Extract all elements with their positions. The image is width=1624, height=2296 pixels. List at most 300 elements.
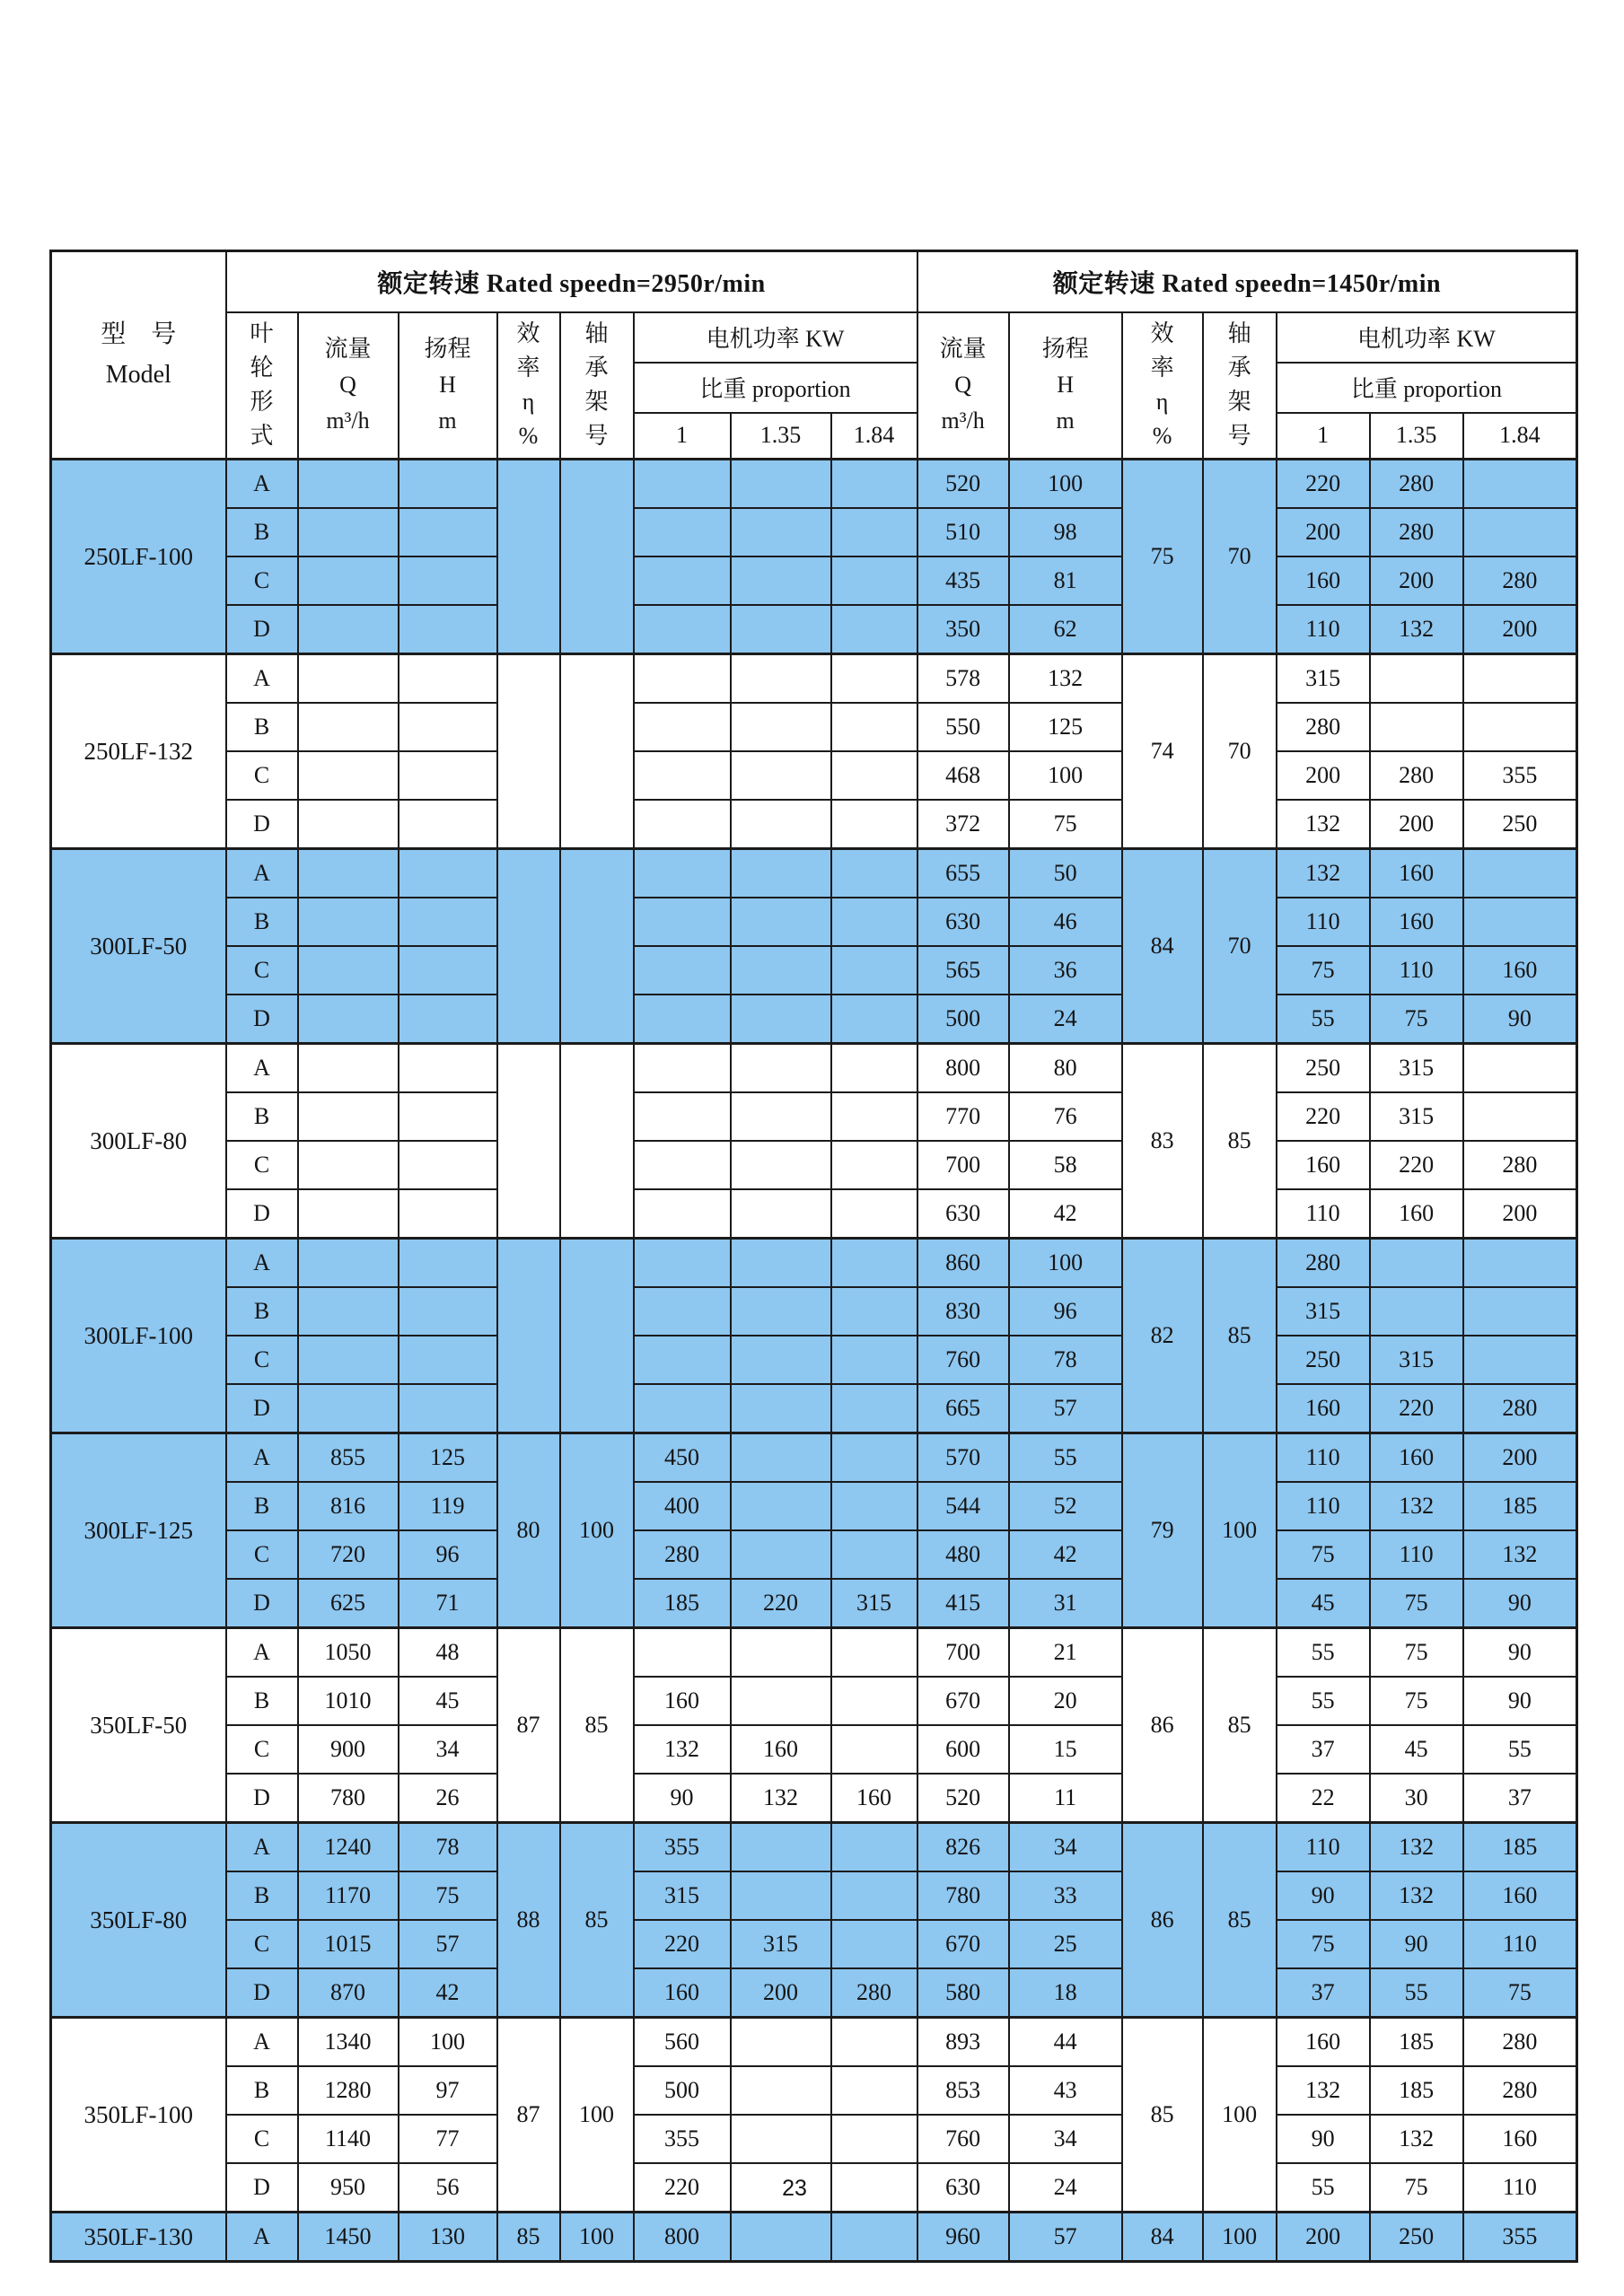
head-2950-cell: 100 <box>399 2018 497 2067</box>
efficiency-1450-cell: 83 <box>1122 1044 1203 1239</box>
kw-135-2950-cell <box>731 2115 831 2163</box>
kw-1-2950-cell: 280 <box>634 1530 731 1579</box>
head-2950-cell <box>399 898 497 946</box>
kw-135-1450-cell: 90 <box>1370 1920 1463 1968</box>
flow-1450-cell: 630 <box>917 1189 1009 1239</box>
head-1450-cell: 20 <box>1009 1677 1122 1725</box>
kw-184-2950-cell <box>831 703 917 751</box>
kw-1-1450-cell: 160 <box>1277 1384 1370 1433</box>
flow-2950-cell <box>298 703 399 751</box>
kw-184-1450-cell: 55 <box>1463 1725 1577 1774</box>
table-row <box>51 995 1577 1044</box>
impeller-cell: B <box>226 1287 298 1336</box>
kw-135-1450-cell: 200 <box>1370 800 1463 849</box>
kw-184-2950-cell <box>831 508 917 556</box>
kw-184-2950-cell <box>831 995 917 1044</box>
kw-184-1450-cell: 132 <box>1463 1530 1577 1579</box>
kw-135-1450-cell <box>1370 1239 1463 1288</box>
kw-135-1450-cell: 200 <box>1370 556 1463 605</box>
kw-1-1450-cell: 110 <box>1277 1823 1370 1872</box>
efficiency-2950-cell: 87 <box>497 1628 560 1823</box>
kw-1-2950-cell <box>634 654 731 704</box>
kw-1-2950-cell <box>634 1287 731 1336</box>
bearing-1450-cell: 100 <box>1203 1433 1277 1628</box>
kw-135-1450-cell: 280 <box>1370 508 1463 556</box>
table-body <box>51 460 1577 2262</box>
kw-184-2950-cell <box>831 1336 917 1384</box>
head-2950-cell <box>399 946 497 995</box>
kw-135-1450-cell <box>1370 703 1463 751</box>
kw-135-1450-cell: 280 <box>1370 460 1463 509</box>
kw-1-2950-cell: 560 <box>634 2018 731 2067</box>
head-2950-cell: 77 <box>399 2115 497 2163</box>
head-1450-cell: 42 <box>1009 1530 1122 1579</box>
flow-1450-cell: 630 <box>917 898 1009 946</box>
head-column-header-1450: 扬程 H m <box>1009 312 1122 460</box>
kw-1-1450-cell: 110 <box>1277 1482 1370 1530</box>
flow-2950-cell <box>298 460 399 509</box>
kw-135-1450-cell <box>1370 1287 1463 1336</box>
kw-135-1450-cell: 185 <box>1370 2018 1463 2067</box>
kw-1-2950-cell <box>634 703 731 751</box>
impeller-cell: C <box>226 1920 298 1968</box>
bearing-2950-cell: 100 <box>560 1433 634 1628</box>
table-row <box>51 1823 1577 1872</box>
kw-184-2950-cell <box>831 1141 917 1189</box>
flow-1450-cell: 544 <box>917 1482 1009 1530</box>
impeller-cell: A <box>226 654 298 704</box>
bearing-1450-cell: 70 <box>1203 849 1277 1044</box>
kw-1-2950-cell: 90 <box>634 1774 731 1823</box>
kw-184-1450-cell: 355 <box>1463 751 1577 800</box>
flow-1450-cell: 600 <box>917 1725 1009 1774</box>
kw-135-1450-cell: 110 <box>1370 1530 1463 1579</box>
kw-184-1450-cell: 90 <box>1463 1628 1577 1678</box>
kw-1-1450-cell: 90 <box>1277 2115 1370 2163</box>
flow-1450-cell: 500 <box>917 995 1009 1044</box>
head-2950-cell <box>399 1336 497 1384</box>
kw-135-2950-cell <box>731 654 831 704</box>
kw-184-1450-cell <box>1463 654 1577 704</box>
model-cell: 350LF-50 <box>51 1628 226 1823</box>
kw-135-1450-cell: 132 <box>1370 2115 1463 2163</box>
kw-135-2950-cell <box>731 1092 831 1141</box>
flow-2950-cell: 1340 <box>298 2018 399 2067</box>
kw-135-2950-cell <box>731 1433 831 1483</box>
impeller-cell: B <box>226 1871 298 1920</box>
head-1450-cell: 100 <box>1009 751 1122 800</box>
efficiency-2950-cell: 85 <box>497 2213 560 2262</box>
kw-184-2950-cell <box>831 2115 917 2163</box>
impeller-cell: B <box>226 1482 298 1530</box>
head-1450-cell: 78 <box>1009 1336 1122 1384</box>
kw-184-2950-cell <box>831 1530 917 1579</box>
kw-1-2950-cell <box>634 460 731 509</box>
head-1450-cell: 55 <box>1009 1433 1122 1483</box>
impeller-cell: A <box>226 1823 298 1872</box>
flow-2950-cell: 870 <box>298 1968 399 2018</box>
kw-184-2950-cell <box>831 460 917 509</box>
bearing-column-header-2950: 轴 承 架 号 <box>560 312 634 460</box>
table-row <box>51 946 1577 995</box>
kw-1-1450-cell: 200 <box>1277 508 1370 556</box>
kw-135-2950-cell <box>731 995 831 1044</box>
kw-184-1450-cell <box>1463 1336 1577 1384</box>
head-1450-cell: 81 <box>1009 556 1122 605</box>
impeller-cell: B <box>226 1677 298 1725</box>
ratio-135-header-1450: 1.35 <box>1370 413 1463 460</box>
head-1450-cell: 58 <box>1009 1141 1122 1189</box>
kw-1-1450-cell: 110 <box>1277 898 1370 946</box>
speed-header-1450: 额定转速 Rated speedn=1450r/min <box>917 251 1577 312</box>
head-1450-cell: 80 <box>1009 1044 1122 1093</box>
kw-184-1450-cell <box>1463 1092 1577 1141</box>
head-2950-cell <box>399 1239 497 1288</box>
head-2950-cell: 34 <box>399 1725 497 1774</box>
impeller-cell: A <box>226 2213 298 2262</box>
table-row <box>51 1774 1577 1823</box>
head-2950-cell <box>399 1189 497 1239</box>
table-row <box>51 1628 1577 1678</box>
bearing-1450-cell: 85 <box>1203 1239 1277 1433</box>
kw-1-2950-cell: 132 <box>634 1725 731 1774</box>
kw-135-1450-cell: 280 <box>1370 751 1463 800</box>
kw-135-1450-cell: 132 <box>1370 1482 1463 1530</box>
head-2950-cell: 75 <box>399 1871 497 1920</box>
kw-184-2950-cell <box>831 556 917 605</box>
impeller-cell: A <box>226 1433 298 1483</box>
kw-184-2950-cell <box>831 2066 917 2115</box>
flow-2950-cell: 816 <box>298 1482 399 1530</box>
kw-184-2950-cell <box>831 1092 917 1141</box>
flow-1450-cell: 893 <box>917 2018 1009 2067</box>
flow-1450-cell: 510 <box>917 508 1009 556</box>
kw-1-1450-cell: 110 <box>1277 1433 1370 1483</box>
flow-2950-cell <box>298 1384 399 1433</box>
kw-184-2950-cell <box>831 2018 917 2067</box>
head-2950-cell <box>399 1287 497 1336</box>
kw-1-1450-cell: 220 <box>1277 460 1370 509</box>
kw-184-1450-cell <box>1463 1287 1577 1336</box>
kw-135-2950-cell <box>731 849 831 898</box>
head-2950-cell <box>399 1384 497 1433</box>
head-1450-cell: 11 <box>1009 1774 1122 1823</box>
flow-1450-cell: 578 <box>917 654 1009 704</box>
kw-184-2950-cell <box>831 751 917 800</box>
proportion-header-2950: 比重 proportion <box>634 363 917 413</box>
head-2950-cell: 97 <box>399 2066 497 2115</box>
impeller-cell: D <box>226 1968 298 2018</box>
kw-184-1450-cell <box>1463 703 1577 751</box>
impeller-cell: C <box>226 946 298 995</box>
model-cell: 350LF-100 <box>51 2018 226 2213</box>
efficiency-column-header-1450: 效 率 η % <box>1122 312 1203 460</box>
kw-1-1450-cell: 55 <box>1277 1628 1370 1678</box>
kw-184-2950-cell <box>831 1189 917 1239</box>
flow-1450-cell: 760 <box>917 2115 1009 2163</box>
impeller-cell: D <box>226 605 298 654</box>
head-1450-cell: 34 <box>1009 2115 1122 2163</box>
kw-135-1450-cell: 315 <box>1370 1092 1463 1141</box>
head-1450-cell: 100 <box>1009 460 1122 509</box>
flow-1450-cell: 700 <box>917 1628 1009 1678</box>
kw-184-1450-cell: 75 <box>1463 1968 1577 2018</box>
kw-135-2950-cell <box>731 556 831 605</box>
impeller-cell: D <box>226 1189 298 1239</box>
flow-1450-cell: 780 <box>917 1871 1009 1920</box>
kw-1-1450-cell: 75 <box>1277 946 1370 995</box>
flow-1450-cell: 520 <box>917 460 1009 509</box>
head-1450-cell: 24 <box>1009 2163 1122 2213</box>
flow-2950-cell <box>298 946 399 995</box>
table-row <box>51 1530 1577 1579</box>
head-1450-cell: 18 <box>1009 1968 1122 2018</box>
kw-135-2950-cell <box>731 2018 831 2067</box>
kw-1-2950-cell <box>634 605 731 654</box>
head-2950-cell <box>399 605 497 654</box>
head-2950-cell <box>399 995 497 1044</box>
model-column-header <box>51 251 226 460</box>
table-row <box>51 1433 1577 1483</box>
kw-135-1450-cell: 220 <box>1370 1141 1463 1189</box>
kw-184-1450-cell: 200 <box>1463 1189 1577 1239</box>
flow-2950-cell <box>298 1189 399 1239</box>
kw-184-1450-cell <box>1463 898 1577 946</box>
impeller-cell: B <box>226 703 298 751</box>
impeller-cell: D <box>226 2163 298 2213</box>
flow-2950-cell <box>298 1092 399 1141</box>
kw-184-2950-cell <box>831 1725 917 1774</box>
kw-135-1450-cell: 220 <box>1370 1384 1463 1433</box>
impeller-cell: A <box>226 849 298 898</box>
kw-135-1450-cell: 75 <box>1370 1677 1463 1725</box>
head-1450-cell: 57 <box>1009 2213 1122 2262</box>
flow-1450-cell: 570 <box>917 1433 1009 1483</box>
kw-184-2950-cell <box>831 849 917 898</box>
head-2950-cell <box>399 556 497 605</box>
kw-1-1450-cell: 250 <box>1277 1336 1370 1384</box>
bearing-2950-cell: 85 <box>560 1823 634 2018</box>
flow-column-header-1450: 流量 Q m³/h <box>917 312 1009 460</box>
flow-2950-cell <box>298 898 399 946</box>
head-1450-cell: 125 <box>1009 703 1122 751</box>
kw-1-2950-cell: 220 <box>634 2163 731 2213</box>
flow-2950-cell <box>298 995 399 1044</box>
flow-1450-cell: 853 <box>917 2066 1009 2115</box>
kw-1-1450-cell: 160 <box>1277 2018 1370 2067</box>
head-1450-cell: 42 <box>1009 1189 1122 1239</box>
kw-135-2950-cell <box>731 946 831 995</box>
kw-1-1450-cell: 315 <box>1277 654 1370 704</box>
flow-1450-cell: 700 <box>917 1141 1009 1189</box>
kw-1-2950-cell <box>634 849 731 898</box>
motor-power-header-1450: 电机功率 KW <box>1277 312 1577 363</box>
kw-184-1450-cell: 110 <box>1463 2163 1577 2213</box>
kw-1-2950-cell: 315 <box>634 1871 731 1920</box>
ratio-1-header-2950: 1 <box>634 413 731 460</box>
kw-135-2950-cell <box>731 460 831 509</box>
flow-2950-cell <box>298 800 399 849</box>
kw-1-1450-cell: 250 <box>1277 1044 1370 1093</box>
efficiency-1450-cell: 85 <box>1122 2018 1203 2213</box>
kw-1-2950-cell <box>634 1141 731 1189</box>
kw-1-1450-cell: 220 <box>1277 1092 1370 1141</box>
bearing-2950-cell <box>560 460 634 654</box>
kw-184-2950-cell <box>831 2213 917 2262</box>
flow-1450-cell: 435 <box>917 556 1009 605</box>
kw-135-2950-cell <box>731 2066 831 2115</box>
kw-135-2950-cell <box>731 800 831 849</box>
kw-135-2950-cell <box>731 1044 831 1093</box>
kw-1-2950-cell: 160 <box>634 1968 731 2018</box>
kw-1-2950-cell: 355 <box>634 2115 731 2163</box>
head-1450-cell: 21 <box>1009 1628 1122 1678</box>
kw-135-1450-cell: 160 <box>1370 1189 1463 1239</box>
bearing-2950-cell <box>560 849 634 1044</box>
impeller-cell: D <box>226 800 298 849</box>
bearing-2950-cell: 85 <box>560 1628 634 1823</box>
head-2950-cell: 119 <box>399 1482 497 1530</box>
head-1450-cell: 25 <box>1009 1920 1122 1968</box>
kw-184-2950-cell: 315 <box>831 1579 917 1628</box>
kw-135-1450-cell: 160 <box>1370 849 1463 898</box>
kw-1-2950-cell <box>634 800 731 849</box>
kw-1-1450-cell: 160 <box>1277 556 1370 605</box>
kw-1-2950-cell <box>634 751 731 800</box>
table-row <box>51 1287 1577 1336</box>
kw-184-1450-cell: 110 <box>1463 1920 1577 1968</box>
bearing-1450-cell: 85 <box>1203 1628 1277 1823</box>
bearing-2950-cell <box>560 1239 634 1433</box>
kw-184-2950-cell <box>831 1871 917 1920</box>
head-1450-cell: 43 <box>1009 2066 1122 2115</box>
kw-1-1450-cell: 132 <box>1277 849 1370 898</box>
efficiency-1450-cell: 75 <box>1122 460 1203 654</box>
table-row <box>51 800 1577 849</box>
head-1450-cell: 50 <box>1009 849 1122 898</box>
kw-1-1450-cell: 280 <box>1277 1239 1370 1288</box>
flow-2950-cell <box>298 1287 399 1336</box>
impeller-cell: D <box>226 995 298 1044</box>
kw-135-1450-cell: 110 <box>1370 946 1463 995</box>
kw-1-1450-cell: 22 <box>1277 1774 1370 1823</box>
flow-1450-cell: 760 <box>917 1336 1009 1384</box>
kw-135-1450-cell: 315 <box>1370 1336 1463 1384</box>
kw-184-2950-cell <box>831 1920 917 1968</box>
head-1450-cell: 132 <box>1009 654 1122 704</box>
model-cell: 350LF-130 <box>51 2213 226 2262</box>
kw-135-2950-cell <box>731 1871 831 1920</box>
kw-135-1450-cell: 55 <box>1370 1968 1463 2018</box>
kw-184-2950-cell <box>831 1287 917 1336</box>
head-2950-cell: 125 <box>399 1433 497 1483</box>
kw-1-1450-cell: 45 <box>1277 1579 1370 1628</box>
kw-1-1450-cell: 280 <box>1277 703 1370 751</box>
efficiency-1450-cell: 84 <box>1122 2213 1203 2262</box>
head-2950-cell: 26 <box>399 1774 497 1823</box>
head-1450-cell: 44 <box>1009 2018 1122 2067</box>
kw-135-2950-cell <box>731 1482 831 1530</box>
kw-184-1450-cell: 280 <box>1463 2066 1577 2115</box>
model-cell: 350LF-80 <box>51 1823 226 2018</box>
table-row <box>51 508 1577 556</box>
kw-184-1450-cell: 280 <box>1463 556 1577 605</box>
efficiency-1450-cell: 74 <box>1122 654 1203 849</box>
bearing-1450-cell: 85 <box>1203 1044 1277 1239</box>
head-2950-cell <box>399 751 497 800</box>
flow-2950-cell: 625 <box>298 1579 399 1628</box>
head-column-header-2950: 扬程 H m <box>399 312 497 460</box>
kw-184-1450-cell: 185 <box>1463 1482 1577 1530</box>
kw-1-1450-cell: 110 <box>1277 605 1370 654</box>
kw-184-1450-cell: 90 <box>1463 1579 1577 1628</box>
flow-2950-cell <box>298 508 399 556</box>
kw-1-2950-cell <box>634 1336 731 1384</box>
flow-2950-cell: 1050 <box>298 1628 399 1678</box>
kw-1-2950-cell <box>634 946 731 995</box>
table-row <box>51 1920 1577 1968</box>
flow-1450-cell: 670 <box>917 1677 1009 1725</box>
flow-1450-cell: 670 <box>917 1920 1009 1968</box>
kw-135-1450-cell: 160 <box>1370 898 1463 946</box>
kw-1-1450-cell: 55 <box>1277 1677 1370 1725</box>
head-2950-cell: 130 <box>399 2213 497 2262</box>
kw-184-2950-cell <box>831 946 917 995</box>
kw-184-2950-cell <box>831 1677 917 1725</box>
flow-1450-cell: 826 <box>917 1823 1009 1872</box>
kw-135-1450-cell: 315 <box>1370 1044 1463 1093</box>
efficiency-column-header-2950: 效 率 η % <box>497 312 560 460</box>
flow-1450-cell: 468 <box>917 751 1009 800</box>
table-row <box>51 556 1577 605</box>
kw-184-1450-cell: 200 <box>1463 605 1577 654</box>
head-1450-cell: 46 <box>1009 898 1122 946</box>
efficiency-1450-cell: 86 <box>1122 1823 1203 2018</box>
impeller-cell: A <box>226 1628 298 1678</box>
kw-1-1450-cell: 75 <box>1277 1920 1370 1968</box>
efficiency-1450-cell: 82 <box>1122 1239 1203 1433</box>
flow-2950-cell: 1010 <box>298 1677 399 1725</box>
impeller-cell: D <box>226 1774 298 1823</box>
kw-135-2950-cell <box>731 1823 831 1872</box>
kw-135-1450-cell: 75 <box>1370 1579 1463 1628</box>
kw-184-1450-cell: 200 <box>1463 1433 1577 1483</box>
flow-2950-cell <box>298 1239 399 1288</box>
kw-1-2950-cell <box>634 508 731 556</box>
kw-1-2950-cell <box>634 1044 731 1093</box>
table-row <box>51 2018 1577 2067</box>
flow-1450-cell: 630 <box>917 2163 1009 2213</box>
kw-1-2950-cell <box>634 995 731 1044</box>
flow-2950-cell <box>298 1336 399 1384</box>
impeller-cell: C <box>226 1725 298 1774</box>
kw-184-2950-cell <box>831 800 917 849</box>
model-cell: 300LF-100 <box>51 1239 226 1433</box>
head-2950-cell: 56 <box>399 2163 497 2213</box>
impeller-cell: A <box>226 1239 298 1288</box>
model-cell: 250LF-100 <box>51 460 226 654</box>
head-1450-cell: 33 <box>1009 1871 1122 1920</box>
kw-1-1450-cell: 90 <box>1277 1871 1370 1920</box>
kw-135-1450-cell: 132 <box>1370 1871 1463 1920</box>
model-cell: 300LF-125 <box>51 1433 226 1628</box>
flow-2950-cell: 1450 <box>298 2213 399 2262</box>
table-row <box>51 1384 1577 1433</box>
model-cell: 300LF-50 <box>51 849 226 1044</box>
kw-135-2950-cell <box>731 508 831 556</box>
kw-1-1450-cell: 110 <box>1277 1189 1370 1239</box>
kw-135-2950-cell: 160 <box>731 1725 831 1774</box>
